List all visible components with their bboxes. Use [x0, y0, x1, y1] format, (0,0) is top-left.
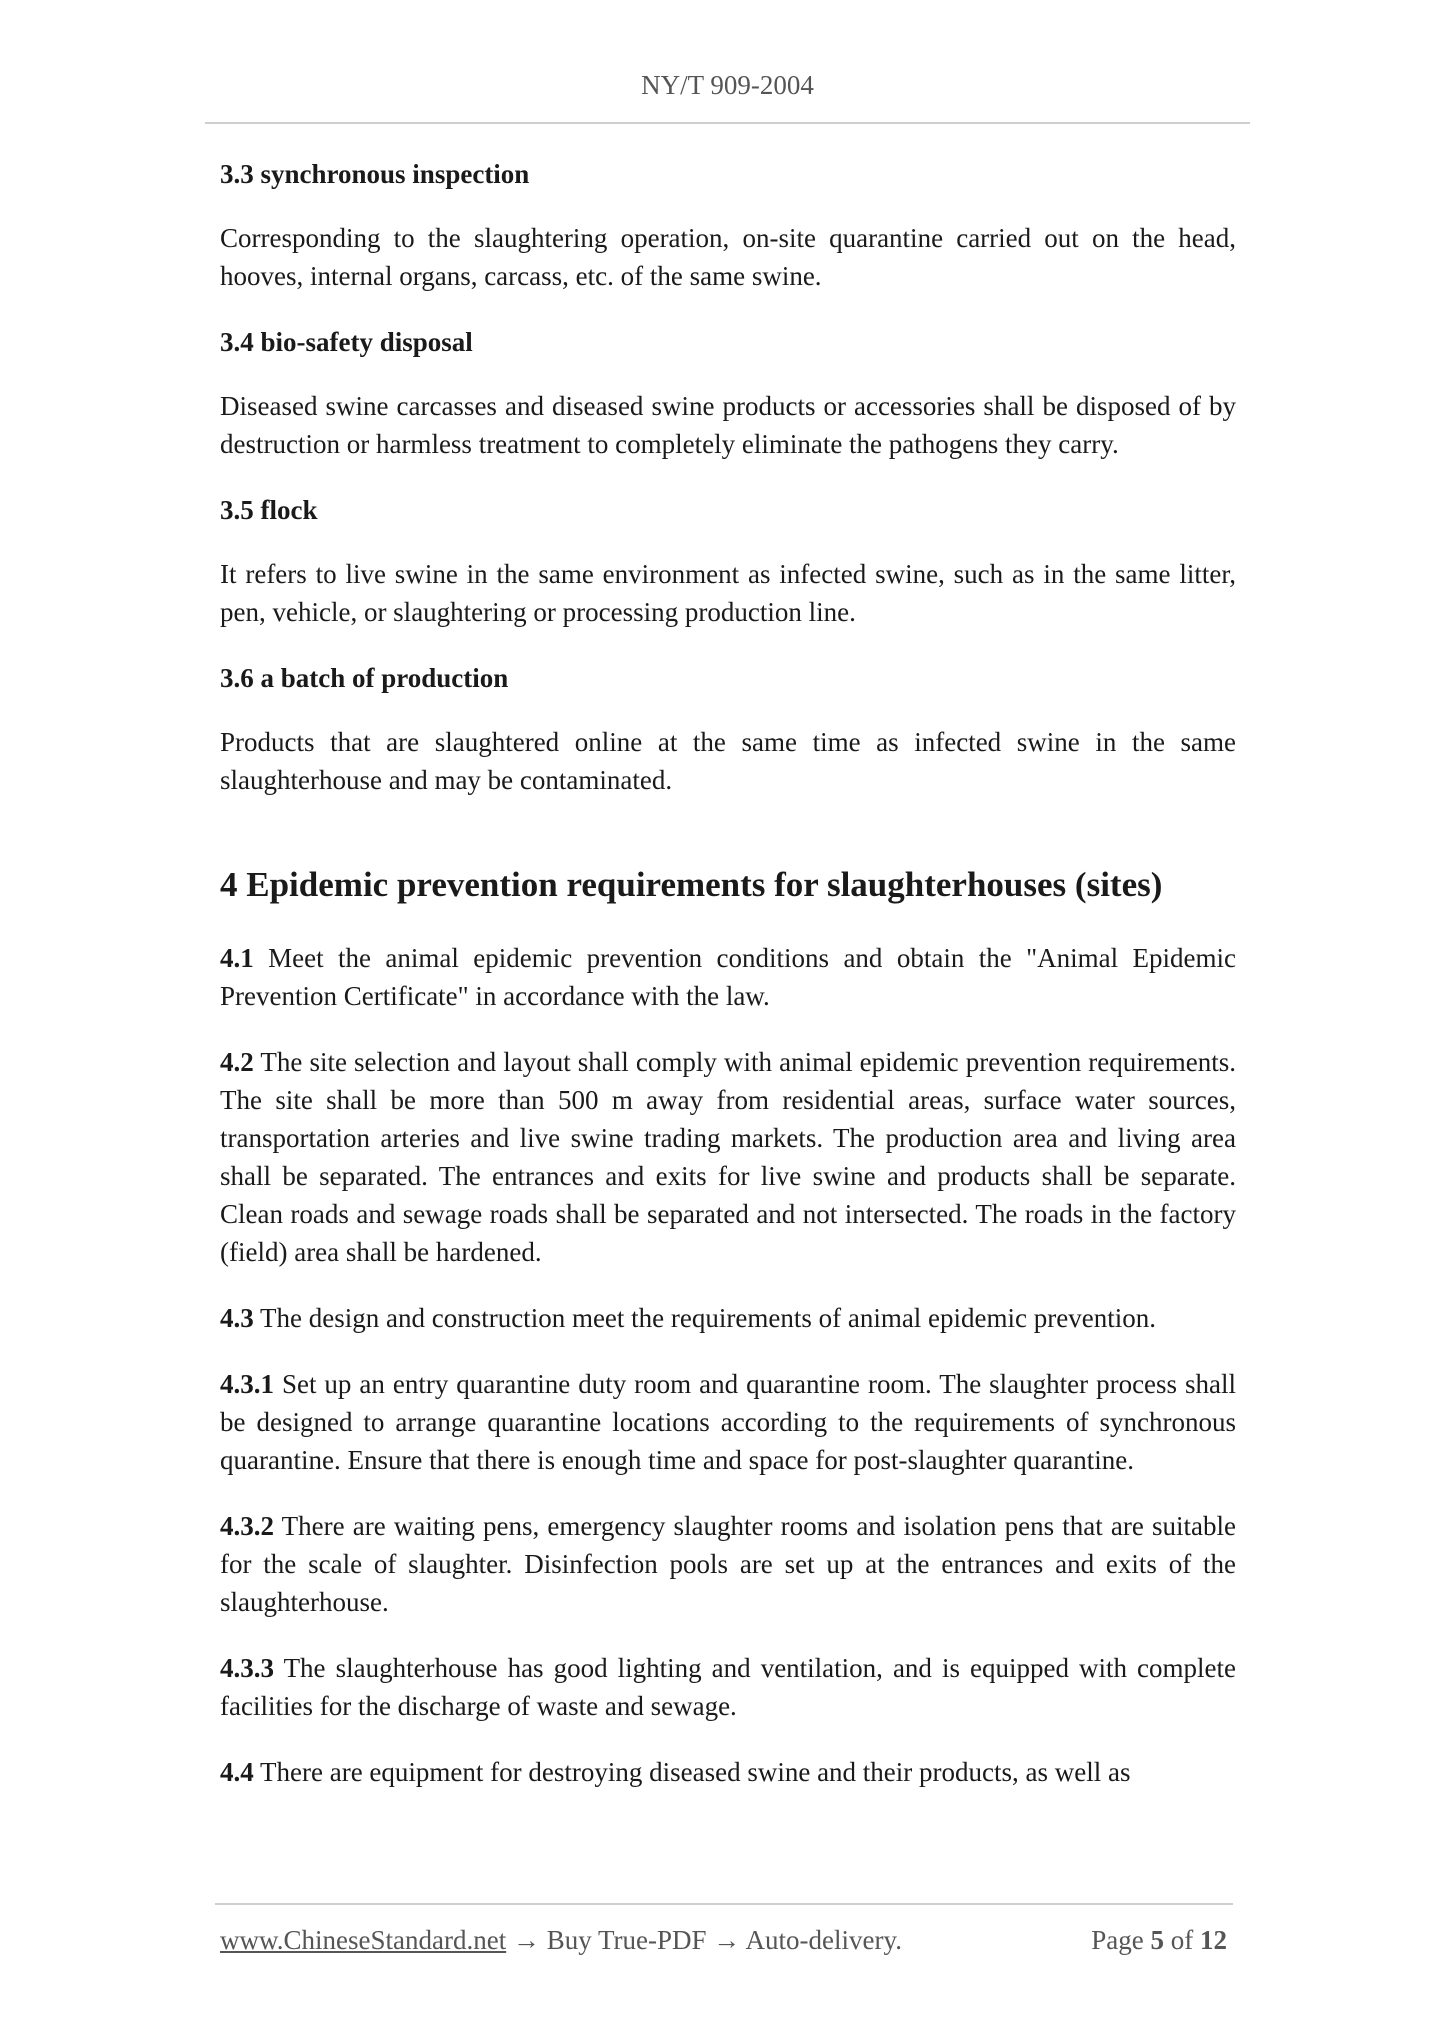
- clause-text: There are waiting pens, emergency slaughter rooms and isolation pens that are suitable for the scale of slaughter. Disinfection pools are set up at the entrances and exits of the slaughterhouse.: [220, 1511, 1236, 1617]
- page-indicator: [1091, 1925, 1227, 1956]
- clause-4-1: [220, 939, 1236, 1015]
- heading-3-5: 3.5 flock: [220, 495, 318, 525]
- clause-text: The design and construction meet the requirements of animal epidemic prevention.: [260, 1303, 1156, 1333]
- clause-4-3: [220, 1299, 1236, 1337]
- running-header: NY/T 909-2004: [641, 70, 814, 100]
- footer-left: [220, 1925, 902, 1956]
- of-label: of: [1170, 1925, 1194, 1955]
- footer-divider: [215, 1903, 1233, 1905]
- paragraph-3-6: Products that are slaughtered online at the same time as infected swine in the same slaughterhouse and may be contaminated.: [220, 727, 1236, 795]
- clause-4-3-2: [220, 1507, 1236, 1621]
- paragraph-3-3: Corresponding to the slaughtering operation, on-site quarantine carried out on the head, hooves, internal organs, carcass, etc. of the same swine.: [220, 223, 1236, 291]
- page-label: Page: [1091, 1925, 1144, 1955]
- clause-text: The site selection and layout shall comply with animal epidemic prevention requirements. The site shall be more than 500 m away from residential areas, surface water sources, transportation arteries and live swine trading markets. The production area and living area shall be separated. The entrances and exits for live swine and products shall be separate. Clean roads and sewage roads shall be separated and not intersected. The roads in the factory (field) area shall be hardened.: [220, 1047, 1236, 1267]
- clause-number: 4.4: [220, 1757, 254, 1787]
- clause-4-4: [220, 1753, 1236, 1791]
- clause-number: 4.3: [220, 1303, 254, 1333]
- heading-3-6: 3.6 a batch of production: [220, 663, 509, 693]
- clause-text: Set up an entry quarantine duty room and quarantine room. The slaughter process shall be designed to arrange quarantine locations according to the requirements of synchronous quarantine. Ensure that there is enough time and space for post-slaughter quarantine.: [220, 1369, 1237, 1475]
- clause-number: 4.3.1: [220, 1369, 274, 1399]
- clause-4-3-1: [220, 1365, 1236, 1479]
- clause-number: 4.1: [220, 943, 254, 973]
- clause-4-2: [220, 1043, 1236, 1271]
- page-total: 12: [1200, 1925, 1227, 1955]
- header-divider: [205, 122, 1250, 124]
- clause-number: 4.3.3: [220, 1653, 274, 1683]
- clause-number: 4.2: [220, 1047, 254, 1077]
- clause-text: There are equipment for destroying diseased swine and their products, as well as: [260, 1757, 1131, 1787]
- page-current: 5: [1150, 1925, 1164, 1955]
- clause-text: The slaughterhouse has good lighting and ventilation, and is equipped with complete facilities for the discharge of waste and sewage.: [220, 1653, 1237, 1721]
- document-body: [220, 155, 1236, 1819]
- paragraph-3-5: It refers to live swine in the same environment as infected swine, such as in the same litter, pen, vehicle, or slaughtering or processing production line.: [220, 559, 1236, 627]
- heading-3-4: 3.4 bio-safety disposal: [220, 327, 473, 357]
- section-4-heading: 4 Epidemic prevention requirements for slaughterhouses (sites): [220, 865, 1163, 904]
- clause-4-3-3: [220, 1649, 1236, 1725]
- website-link[interactable]: www.ChineseStandard.net: [220, 1925, 507, 1955]
- clause-text: Meet the animal epidemic prevention conditions and obtain the "Animal Epidemic Prevention Certificate" in accordance with the law.: [220, 943, 1236, 1011]
- clause-number: 4.3.2: [220, 1511, 274, 1541]
- footer-promo-text: → Buy True-PDF → Auto-delivery.: [512, 1925, 902, 1955]
- paragraph-3-4: Diseased swine carcasses and diseased swine products or accessories shall be disposed of by destruction or harmless treatment to completely eliminate the pathogens they carry.: [220, 391, 1236, 459]
- heading-3-3: 3.3 synchronous inspection: [220, 159, 530, 189]
